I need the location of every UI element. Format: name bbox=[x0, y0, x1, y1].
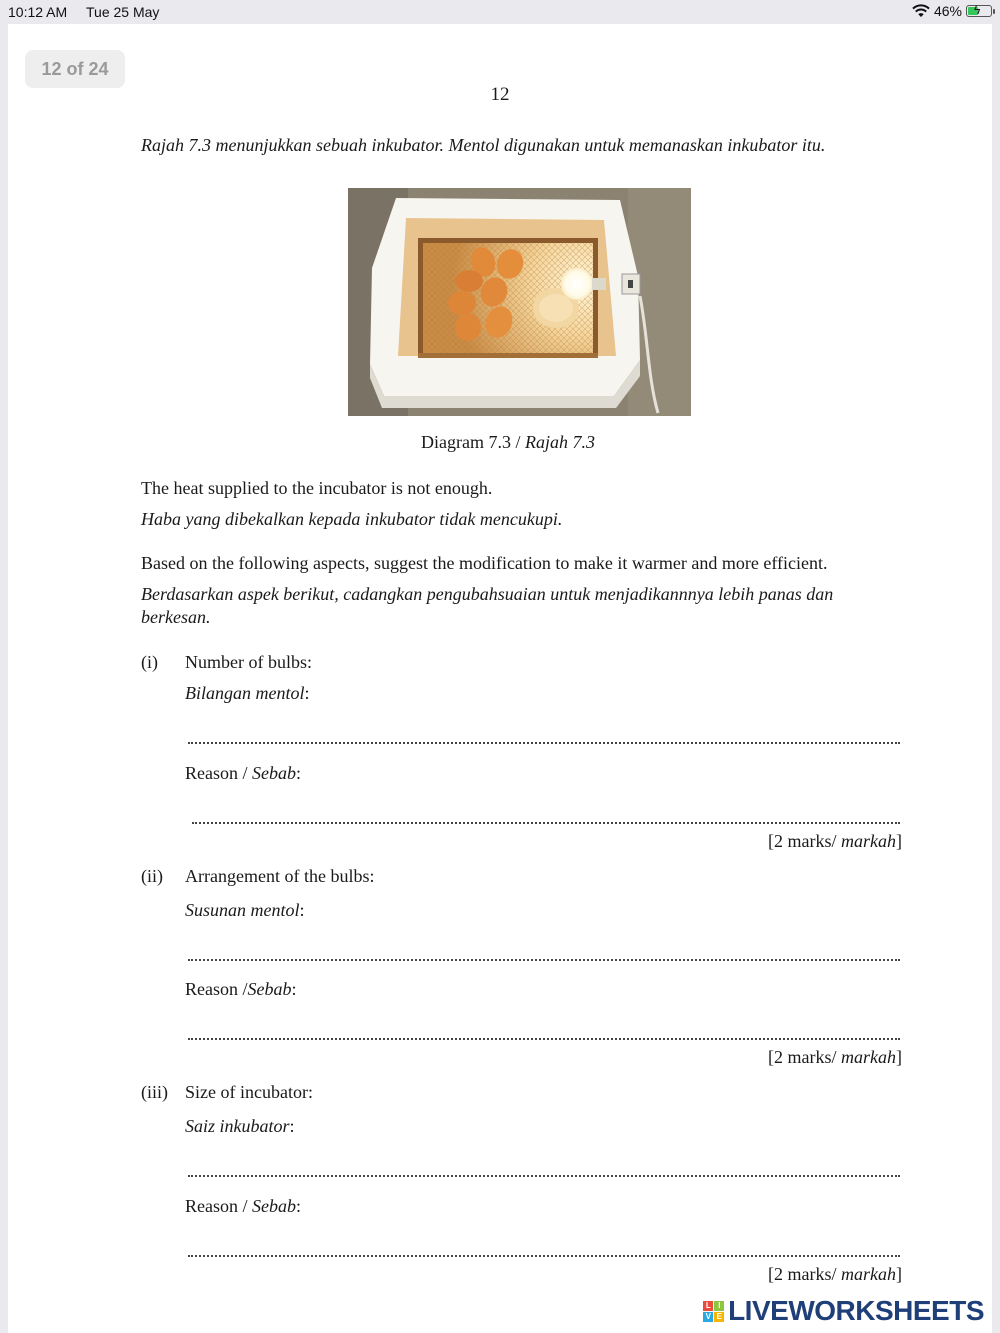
marks-ms: markah bbox=[841, 1264, 896, 1284]
aspect-ms bbox=[185, 682, 310, 705]
incubator-illustration bbox=[348, 188, 691, 416]
answer-line-reason[interactable] bbox=[188, 1245, 900, 1257]
page-number: 12 bbox=[490, 84, 510, 105]
reason-ms: Sebab bbox=[247, 979, 292, 999]
battery-charging-icon bbox=[966, 5, 992, 17]
charging-bolt-icon: ϟ bbox=[974, 3, 981, 17]
answer-line-reason[interactable] bbox=[192, 812, 900, 824]
logo-square-i: I bbox=[714, 1301, 724, 1311]
aspect-en: Number of bulbs: bbox=[185, 652, 312, 672]
marks-prefix: [2 marks/ bbox=[768, 1047, 841, 1067]
aspect-ms-text: Bilangan mentol bbox=[185, 683, 305, 703]
aspect-ms-text: Saiz inkubator bbox=[185, 1116, 290, 1136]
marks-label bbox=[768, 1047, 902, 1068]
reason-label bbox=[185, 762, 301, 785]
instruction-ms-line2: berkesan. bbox=[141, 607, 211, 627]
marks-label bbox=[768, 831, 902, 852]
page-indicator: 12 of 24 bbox=[25, 50, 125, 88]
aspect-en: Size of incubator: bbox=[185, 1082, 313, 1102]
logo-square-e: E bbox=[714, 1312, 724, 1322]
aspect-ms bbox=[185, 899, 305, 922]
answer-line-aspect[interactable] bbox=[188, 1165, 900, 1177]
question-number: (ii) bbox=[141, 866, 163, 886]
caption-ms: Rajah 7.3 bbox=[524, 432, 595, 452]
status-indicators bbox=[912, 3, 992, 19]
wifi-icon bbox=[912, 4, 930, 18]
aspect-ms-colon: : bbox=[304, 683, 310, 703]
liveworksheets-logo-text: LIVEWORKSHEETS bbox=[728, 1295, 984, 1326]
aspect-ms-text: Susunan mentol bbox=[185, 900, 300, 920]
reason-colon: : bbox=[291, 979, 297, 999]
aspect-en: Arrangement of the bulbs: bbox=[185, 866, 375, 886]
instruction-en: Based on the following aspects, suggest the modification to make it warmer and more efficient. bbox=[141, 553, 828, 573]
reason-colon: : bbox=[296, 1196, 302, 1216]
reason-colon: : bbox=[296, 763, 302, 783]
reason-en: Reason / bbox=[185, 979, 248, 999]
answer-line-aspect[interactable] bbox=[188, 949, 900, 961]
status-bar bbox=[0, 0, 1000, 24]
reason-en: Reason / bbox=[185, 763, 252, 783]
question-number: (iii) bbox=[141, 1082, 168, 1102]
reason-en: Reason / bbox=[185, 1196, 252, 1216]
logo-square-v: V bbox=[703, 1312, 713, 1322]
marks-ms: markah bbox=[841, 831, 896, 851]
statement-en: The heat supplied to the incubator is not enough. bbox=[141, 478, 493, 498]
aspect-ms bbox=[185, 1115, 295, 1138]
marks-label bbox=[768, 1264, 902, 1285]
marks-suffix: ] bbox=[896, 1264, 902, 1284]
aspect-ms-colon: : bbox=[289, 1116, 295, 1136]
instruction-ms-line1: Berdasarkan aspek berikut, cadangkan pengubahsuaian untuk menjadikannnya lebih panas dan bbox=[141, 584, 834, 604]
incubator-photo bbox=[348, 188, 691, 416]
question-number: (i) bbox=[141, 652, 158, 672]
reason-ms: Sebab bbox=[252, 763, 296, 783]
marks-suffix: ] bbox=[896, 1047, 902, 1067]
caption-en: Diagram 7.3 / bbox=[421, 432, 525, 452]
liveworksheets-logo-icon bbox=[703, 1301, 724, 1322]
status-date: Tue 25 May bbox=[86, 4, 160, 20]
reason-label bbox=[185, 978, 297, 1001]
reason-label bbox=[185, 1195, 301, 1218]
intro-text-ms: Rajah 7.3 menunjukkan sebuah inkubator. Mentol digunakan untuk memanaskan inkubator itu. bbox=[141, 135, 826, 155]
marks-prefix: [2 marks/ bbox=[768, 1264, 841, 1284]
statement-ms: Haba yang dibekalkan kepada inkubator tidak mencukupi. bbox=[141, 509, 563, 529]
answer-line-aspect[interactable] bbox=[188, 732, 900, 744]
marks-suffix: ] bbox=[896, 831, 902, 851]
logo-square-l: L bbox=[703, 1301, 713, 1311]
marks-prefix: [2 marks/ bbox=[768, 831, 841, 851]
reason-ms: Sebab bbox=[252, 1196, 296, 1216]
status-time: 10:12 AM bbox=[8, 4, 68, 20]
battery-percent: 46% bbox=[933, 3, 962, 19]
aspect-ms-colon: : bbox=[299, 900, 305, 920]
liveworksheets-logo[interactable] bbox=[703, 1295, 984, 1327]
diagram-caption bbox=[8, 432, 1000, 453]
answer-line-reason[interactable] bbox=[188, 1028, 900, 1040]
marks-ms: markah bbox=[841, 1047, 896, 1067]
document-page[interactable] bbox=[8, 24, 992, 1333]
